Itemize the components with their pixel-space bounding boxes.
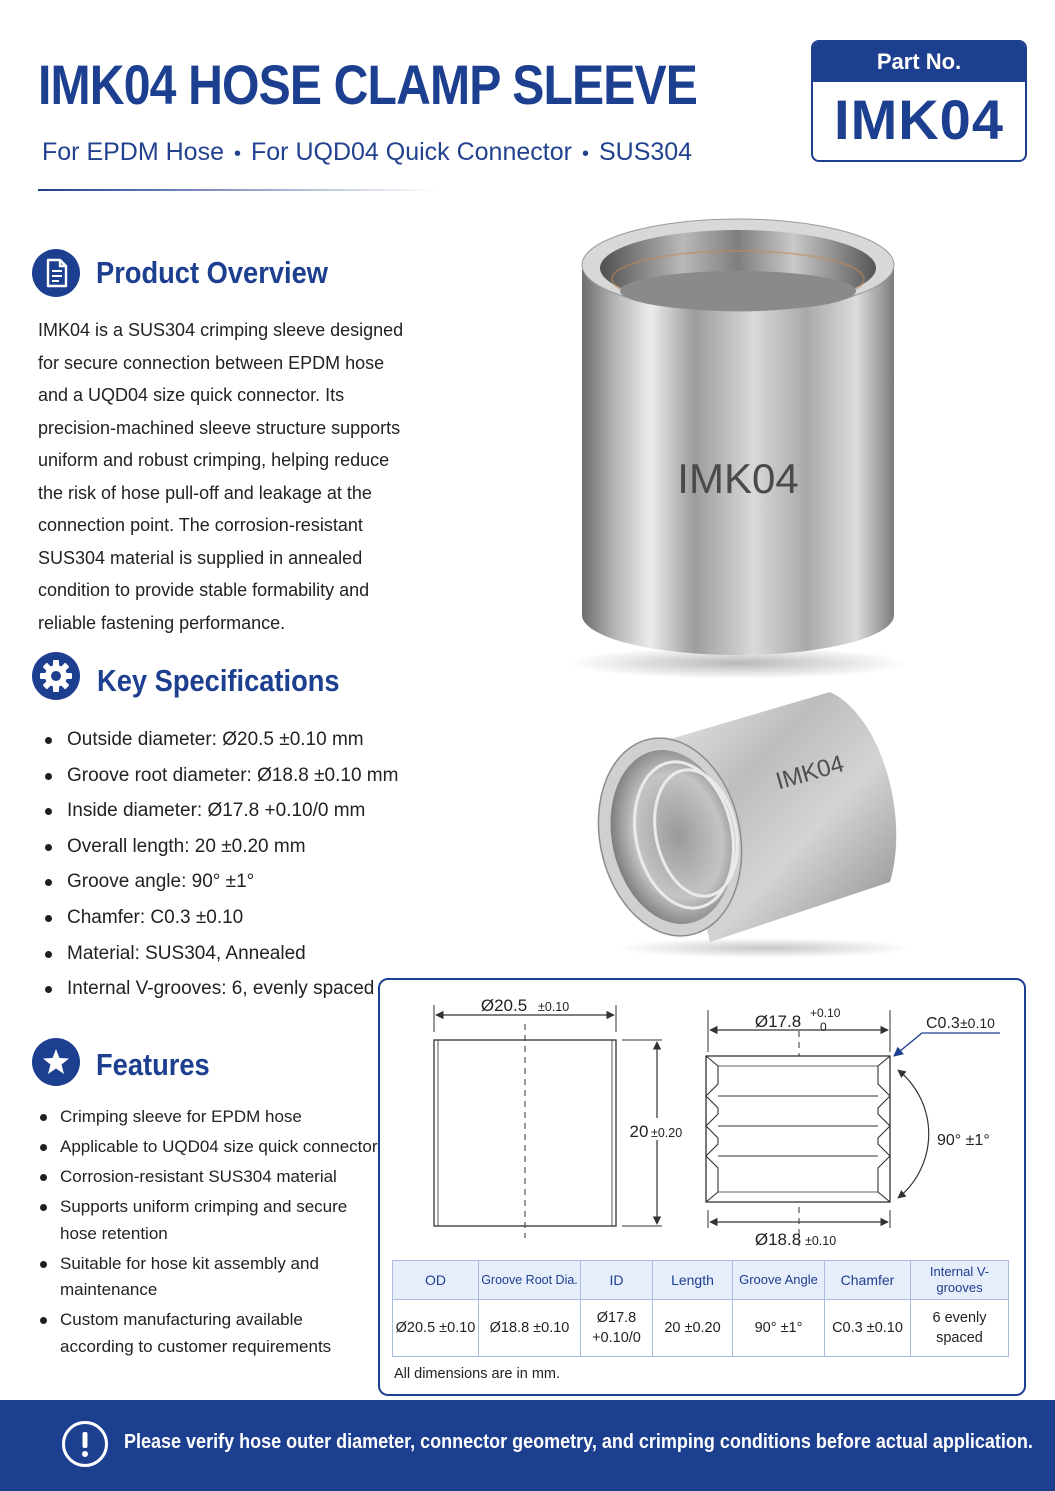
dimensions-note: All dimensions are in mm.: [394, 1366, 560, 1382]
list-item: Crimping sleeve for EPDM hose: [40, 1104, 380, 1131]
page-title: IMK04 HOSE CLAMP SLEEVE: [38, 53, 698, 116]
subtitle: [42, 138, 692, 167]
table-cell: C0.3 ±0.10: [825, 1300, 911, 1357]
dimensions-table: [392, 1260, 1009, 1357]
overview-title: Product Overview: [96, 255, 328, 290]
root-dimension: Ø18.8: [754, 1230, 802, 1249]
list-item: Applicable to UQD04 size quick connector: [40, 1134, 380, 1161]
table-cell: Ø17.8 +0.10/0: [581, 1300, 653, 1357]
table-header: Internal V-grooves: [911, 1261, 1009, 1300]
gear-icon: [32, 652, 80, 700]
subtitle-separator: •: [233, 143, 241, 165]
list-item: Groove angle: 90° ±1°: [45, 864, 398, 900]
subtitle-hose: For EPDM Hose: [42, 138, 224, 166]
features-list: [40, 1104, 380, 1364]
footer-warning: Please verify hose outer diameter, connector geometry, and crimping conditions before actual application.: [124, 1431, 1033, 1453]
document-icon: [32, 249, 80, 297]
features-title: Features: [96, 1047, 210, 1082]
list-item: Internal V-grooves: 6, evenly spaced: [45, 971, 398, 1007]
table-cell: 6 evenly spaced: [911, 1300, 1009, 1357]
star-icon: [32, 1038, 80, 1086]
length-dimension: 20: [629, 1122, 649, 1141]
table-header: Length: [653, 1261, 733, 1300]
list-item: Custom manufacturing available according to customer requirements: [40, 1307, 380, 1360]
overview-text: IMK04 is a SUS304 crimping sleeve designed for secure connection between EPDM hose and a UQD04 size quick connector. Its precision-machined sleeve structure supports uniform and robust crimping, helping reduce the risk of hose pull-off and leakage at the connection point. The corrosion-resistant SUS304 material is supplied in annealed condition to provide stable formability and reliable fastening performance.: [38, 320, 404, 633]
drawing-svg: [380, 980, 1024, 1260]
list-item: Outside diameter: Ø20.5 ±0.10 mm: [45, 722, 398, 758]
table-header: OD: [393, 1261, 479, 1300]
length-tolerance: ±0.20: [651, 1126, 683, 1140]
table-cell: 20 ±0.20: [653, 1300, 733, 1357]
engraving-text: IMK04: [677, 455, 799, 502]
table-header: Chamfer: [825, 1261, 911, 1300]
od-dimension: Ø20.5: [480, 996, 528, 1015]
table-cell: Ø20.5 ±0.10: [393, 1300, 479, 1357]
table-cell: Ø18.8 ±0.10: [479, 1300, 581, 1357]
id-tolerance-upper: +0.10: [810, 1006, 841, 1020]
table-header-row: [393, 1261, 1009, 1300]
sleeve-photo-upright: [560, 195, 920, 685]
specs-title: Key Specifications: [97, 663, 340, 698]
engraving-text: IMK04: [772, 750, 847, 796]
table-header: Groove Angle: [733, 1261, 825, 1300]
list-item: Overall length: 20 ±0.20 mm: [45, 829, 398, 865]
subtitle-material: SUS304: [598, 138, 693, 166]
specs-list: [45, 722, 398, 1007]
table-row: [393, 1300, 1009, 1357]
list-item: Groove root diameter: Ø18.8 ±0.10 mm: [45, 758, 398, 794]
list-item: Supports uniform crimping and secure hose retention: [40, 1194, 380, 1247]
id-tolerance-lower: 0: [820, 1020, 827, 1034]
sleeve-photo-side: [590, 682, 920, 962]
list-item: Chamfer: C0.3 ±0.10: [45, 900, 398, 936]
part-number-value: IMK04: [834, 88, 1004, 151]
list-item: Material: SUS304, Annealed: [45, 936, 398, 972]
list-item: Suitable for hose kit assembly and maintenance: [40, 1251, 380, 1304]
list-item: Corrosion-resistant SUS304 material: [40, 1164, 380, 1191]
part-number-label: Part No.: [813, 42, 1025, 82]
table-header: ID: [581, 1261, 653, 1300]
footer-banner: [0, 1400, 1055, 1491]
subtitle-separator: •: [581, 143, 589, 165]
od-tolerance: ±0.10: [538, 1000, 570, 1014]
list-item: Inside diameter: Ø17.8 +0.10/0 mm: [45, 793, 398, 829]
id-dimension: Ø17.8: [754, 1012, 802, 1031]
title-divider: [38, 189, 438, 191]
exclamation-icon: [62, 1421, 108, 1467]
chamfer-dimension: C0.3: [926, 1015, 960, 1032]
chamfer-tolerance: ±0.10: [960, 1015, 995, 1031]
table-cell: 90° ±1°: [733, 1300, 825, 1357]
table-header: Groove Root Dia.: [479, 1261, 581, 1300]
part-number-box: [811, 40, 1027, 162]
subtitle-connector: For UQD04 Quick Connector: [251, 138, 572, 166]
angle-dimension: 90° ±1°: [937, 1132, 990, 1149]
root-tolerance: ±0.10: [805, 1234, 837, 1248]
